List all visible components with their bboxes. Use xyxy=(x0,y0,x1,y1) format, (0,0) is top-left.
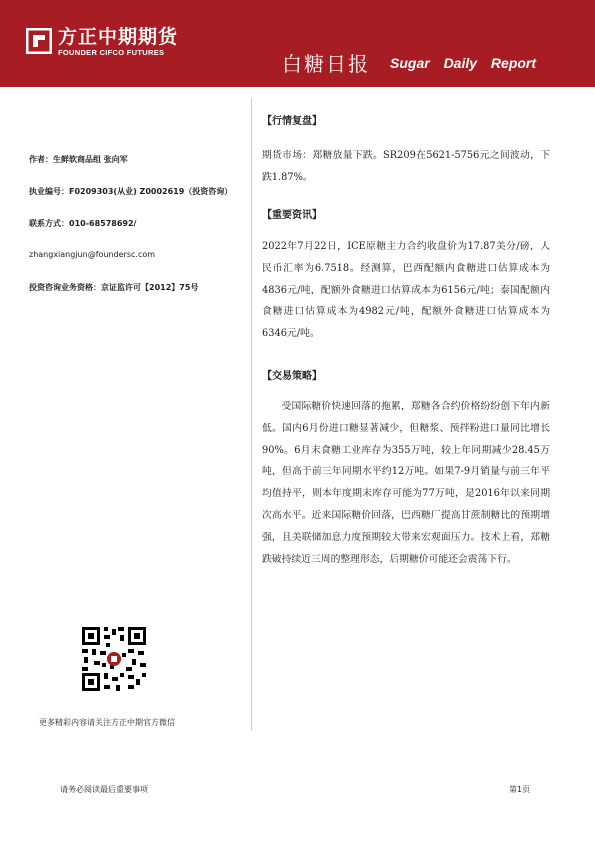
contact-line: 联系方式：010-68578692/ xyxy=(29,219,137,228)
report-title: 白糖日报 xyxy=(282,52,370,76)
brand-name-en: FOUNDER CIFCO FUTURES xyxy=(58,48,165,57)
license-line: 执业编号：F0209303(从业) Z0002619（投资咨询） xyxy=(29,187,233,196)
column-divider xyxy=(251,98,252,730)
section-heading-key-news: 【重要资讯】 xyxy=(262,210,322,221)
qr-caption: 更多精彩内容请关注方正中期官方微信 xyxy=(39,718,175,727)
report-title-en: Sugar Daily Report xyxy=(390,55,537,71)
section-heading-market-review: 【行情复盘】 xyxy=(262,116,322,127)
report-header xyxy=(0,0,595,87)
email-line[interactable]: zhangxiangjun@foundersc.com xyxy=(29,250,156,259)
key-news-text: 2022年7月22日，ICE原糖主力合约收盘价为17.87美分/磅，人民币汇率为6.7518。经测算，巴西配额内食糖进口估算成本为4836元/吨，配额外食糖进口估算成本为6156元/吨；泰国配额内食糖进口估算成本为4982元/吨，配额外食糖进口估算成本为6346元/吨。 xyxy=(262,241,550,340)
author-line: 作者：生鲜软商品组 张向军 xyxy=(29,155,128,164)
trading-strategy-text: 受国际糖价快速回落的拖累，郑糖各合约价格纷纷创下年内新低。国内6月份进口糖显著减少，但糖浆、预拌粉进口量同比增长90%。6月末食糖工业库存为355万吨，较上年同期减少28.45万吨，但高于前三年同期水平约12万吨。如果7-9月销量与前三年平均值持平，则本年度期末库存可能为77万吨，是2016年以来同期次高水平。近来国际糖价回落，巴西糖厂提高甘蔗制糖比的预期增强，且美联储加息力度预期较大带来宏观面压力。技术上看，郑糖跌破持续近三周的整理形态，后期糖价可能还会震荡下行。 xyxy=(262,401,550,565)
footer-disclaimer-notice: 请务必阅读最后重要事项 xyxy=(60,785,148,794)
page-number: 第1页 xyxy=(509,785,531,794)
market-review-text: 期货市场：郑糖放量下跌。SR209在5621-5756元之间波动，下跌1.87%。 xyxy=(262,150,550,183)
brand-name: 方正中期期货 xyxy=(58,26,179,48)
section-heading-trading-strategy: 【交易策略】 xyxy=(262,371,322,382)
wechat-qr-code-icon[interactable] xyxy=(80,625,148,693)
qualification-line: 投资咨询业务资格：京证监许可【2012】75号 xyxy=(29,283,199,292)
founder-logo-icon xyxy=(26,28,52,54)
